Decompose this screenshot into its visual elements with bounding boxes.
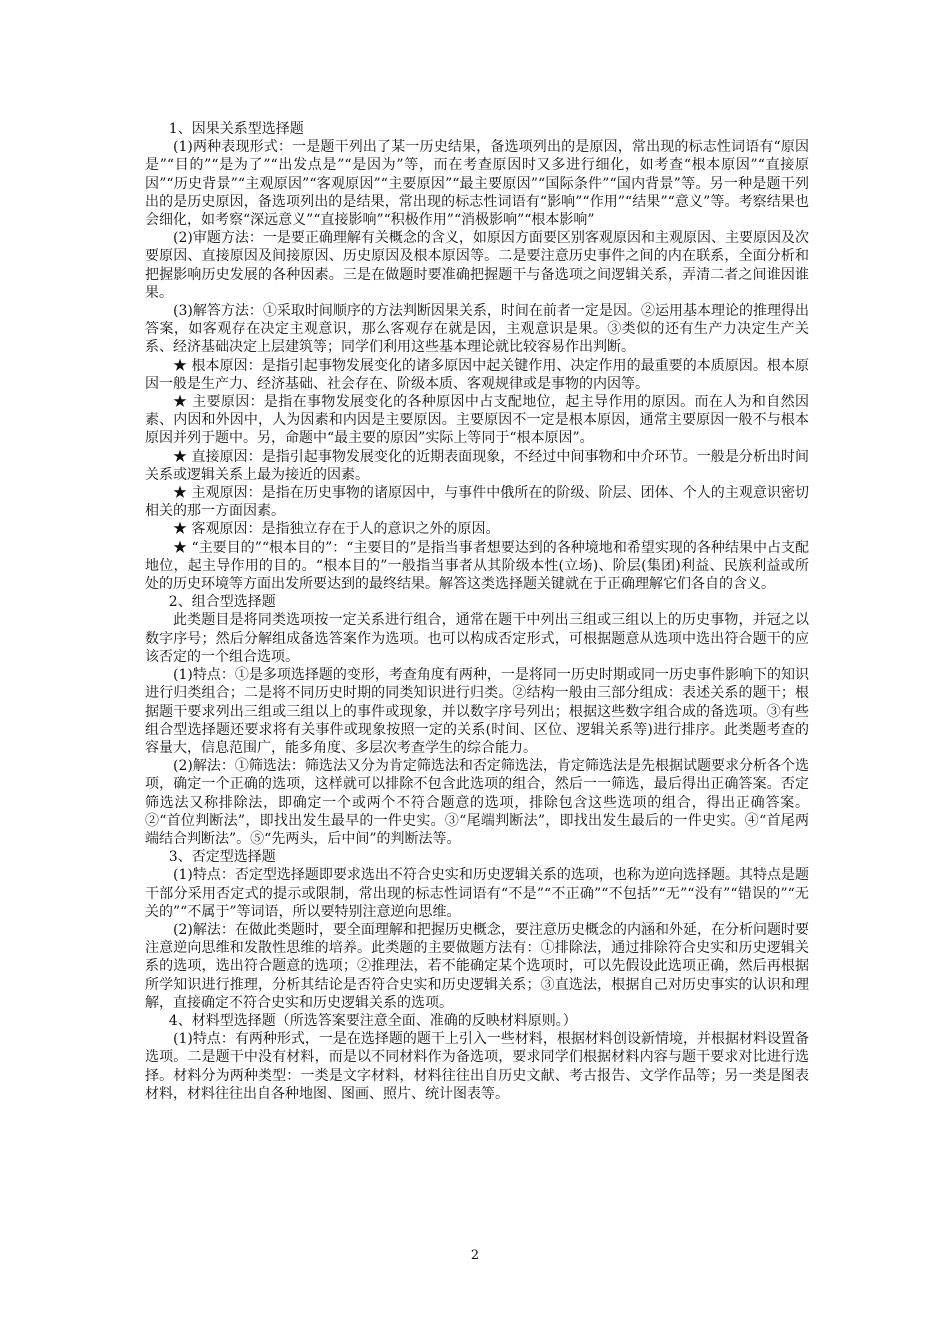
paragraph-root-cause: ★ 根本原因：是指引起事物发展变化的诸多原因中起关键作用、决定作用的最重要的本质原因。根本原因一般是生产力、经济基础、社会存在、阶级本质、客观规律或是事物的内因等。	[145, 357, 809, 392]
section-heading-material: 4、材料型选择题（所选答案要注意全面、准确的反映材料原则。）	[168, 1012, 577, 1029]
paragraph-combination-solution: (2)解法：①筛选法：筛选法又分为肯定筛选法和否定筛选法，肯定筛选法是先根据试题要求分析各个选项，确定一个正确的选项，这样就可以排除不包含此选项的组合，然后一一筛选，最后得出正确答案。否定筛选法又称排除法，即确定一个或两个不符合题意的选项，排除包含这些选项的组合，得出正确答案。②“首位判断法”，即找出发生最早的一件史实。③“尾端判断法”，即找出发生最后的一件史实。④“首尾两端结合判断法”。⑤“先两头，后中间”的判断法等。	[145, 758, 809, 847]
paragraph-objective-cause: ★ 客观原因：是指独立存在于人的意识之外的原因。	[173, 521, 500, 538]
paragraph-causal-review-method: (2)审题方法：一是要正确理解有关概念的含义，如原因方面要区别客观原因和主观原因、主要原因及次要原因、直接原因及间接原因、历史原因及根本原因等。二是要注意历史事件之间的内在联系，全面分析和把握影响历史发展的各种因素。三是在做题时要准确把握题干与备选项之间逻辑关系，弄清二者之间谁因谁果。	[145, 230, 809, 301]
paragraph-material-features: (1)特点：有两种形式，一是在选择题的题干上引入一些材料，根据材料创设新情境，并根据材料设置备选项。二是题干中没有材料，而是以不同材料作为备选项，要求同学们根据材料内容与题干要求对比进行选择。材料分为两种类型：一类是文字材料，材料往往出自历史文献、考古报告、文学作品等；另一类是图表材料，材料往往出自各种地图、图画、照片、统计图表等。	[145, 1031, 809, 1102]
paragraph-direct-cause: ★ 直接原因：是指引起事物发展变化的近期表面现象，不经过中间事物和中介环节。一般是分析出时间关系或逻辑关系上最为接近的因素。	[145, 448, 809, 483]
section-heading-causal: 1、因果关系型选择题	[168, 121, 304, 137]
paragraph-causal-answer-method: (3)解答方法：①采取时间顺序的方法判断因果关系，时间在前者一定是因。②运用基本理论的推理得出答案，如客观存在决定主观意识，那么客观存在就是因，主观意识是果。③类似的还有生产力决定生产关系、经济基础决定上层建筑等；同学们利用这些基本理论就比较容易作出判断。	[145, 303, 809, 356]
section-heading-combination: 2、组合型选择题	[168, 594, 276, 611]
paragraph-negative-features: (1)特点：否定型选择题即要求选出不符合史实和历史逻辑关系的选项，也称为逆向选择题。其特点是题干部分采用否定式的提示或限制，常出现的标志性词语有“不是”“不正确”“不包括”“无”“没有”“错误的”“无关的”“不属于”等词语，所以要特别注意逆向思维。	[145, 867, 809, 920]
paragraph-combination-features: (1)特点：①是多项选择题的变形，考查角度有两种，一是将同一历史时期或同一历史事件影响下的知识进行归类组合；二是将不同历史时期的同类知识进行归类。②结构一般由三部分组成：表述关系的题干；根据题干要求列出三组或三组以上的事件或现象，并以数字序号列出；根据这些数字组合成的备选项。③有些组合型选择题还要求将有关事件或现象按照一定的关系(时间、区位、逻辑关系等)进行排序。此类题考查的容量大，信息范围广，能多角度、多层次考查学生的综合能力。	[145, 667, 809, 756]
paragraph-negative-solution: (2)解法：在做此类题时，要全面理解和把握历史概念，要注意历史概念的内涵和外延，在分析问题时要注意逆向思维和发散性思维的培养。此类题的主要做题方法有：①排除法，通过排除符合史实和历史逻辑关系的选项，选出符合题意的选项；②推理法，若不能确定某个选项时，可以先假设此选项正确，然后再根据所学知识进行推理，分析其结论是否符合史实和历史逻辑关系；③直选法，根据自己对历史事实的认识和理解，直接确定不符合史实和历史逻辑关系的选项。	[145, 921, 809, 1011]
paragraph-causal-forms: (1)两种表现形式：一是题干列出了某一历史结果，备选项列出的是原因，常出现的标志性词语有“原因是”“目的”“是为了”“出发点是”“是因为”等，而在考查原因时又多进行细化，如考查“根本原因”“直接原因”“历史背景”“主观原因”“客观原因”“主要原因”“最主要原因”“国际条件”“国内背景”等。另一种是题干列出的是历史原因，备选项列出的是结果，常出现的标志性词语有“影响”“作用”“结果”“意义”等。考察结果也会细化，如考察“深远意义”“直接影响”“积极作用”“消极影响”“根本影响”	[145, 139, 809, 229]
page-number: 2	[470, 1248, 480, 1263]
section-heading-negative: 3、否定型选择题	[168, 849, 276, 866]
paragraph-combination-intro: 此类题目是将同类选项按一定关系进行组合，通常在题干中列出三组或三组以上的历史事物，并冠之以数字序号；然后分解组成备选答案作为选项。也可以构成否定形式，可根据题意从选项中选出符合题干的应该否定的一个组合选项。	[145, 612, 809, 665]
paragraph-subjective-cause: ★ 主观原因：是指在历史事物的诸原因中，与事件中俄所在的阶级、阶层、团体、个人的主观意识密切相关的那一方面因素。	[145, 485, 809, 520]
document-body	[145, 120, 809, 1103]
paragraph-main-cause: ★ 主要原因：是指在事物发展变化的各种原因中占支配地位，起主导作用的原因。而在人为和自然因素、内因和外因中，人为因素和内因是主要原因。主要原因不一定是根本原因，通常主要原因一般不与根本原因并列于题中。另，命题中“最主要的原因”实际上等同于“根本原因”。	[145, 394, 809, 447]
paragraph-main-purpose: ★ “主要目的”“根本目的”：“主要目的”是指当事者想要达到的各种境地和希望实现的各种结果中占支配地位，起主导作用的目的。“根本目的”一般指当事者从其阶级本性(立场)、阶层(集团)利益、民族利益或所处的历史环境等方面出发所要达到的最终结果。解答这类选择题关键就在于正确理解它们各自的含义。	[145, 539, 809, 593]
